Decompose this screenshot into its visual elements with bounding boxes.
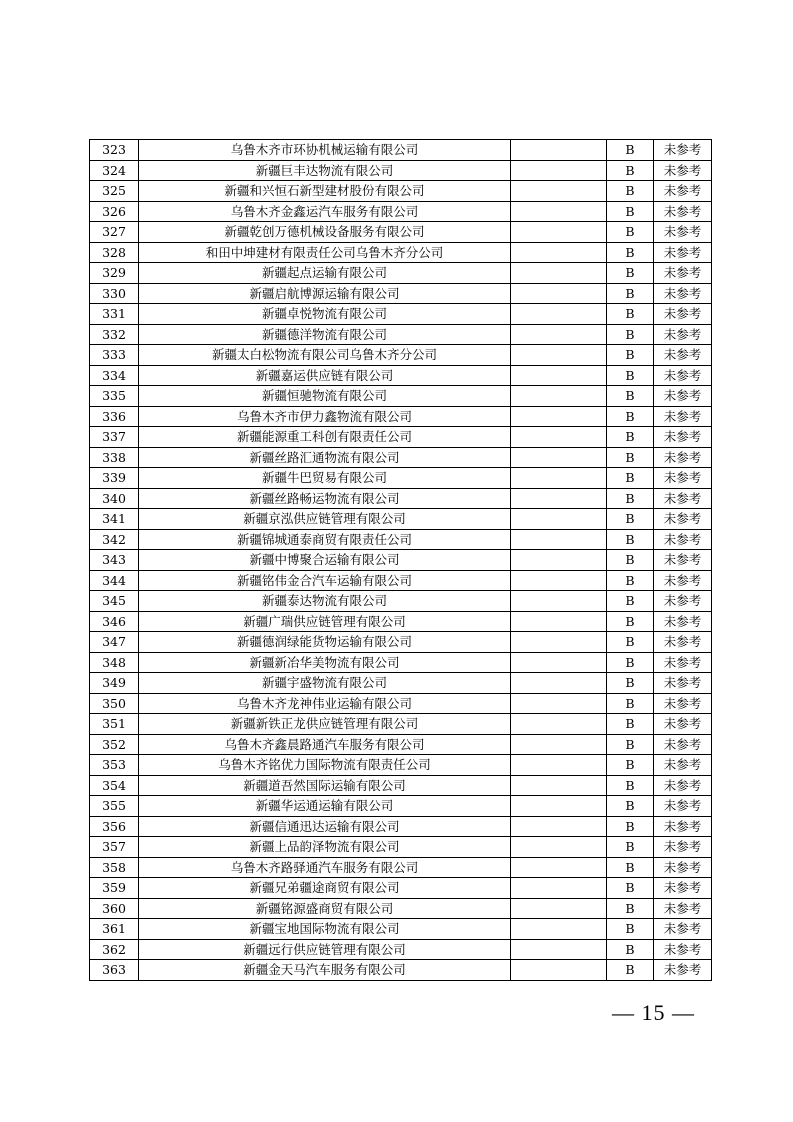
blank-cell	[511, 693, 607, 714]
blank-cell	[511, 857, 607, 878]
company-name: 新疆巨丰达物流有限公司	[139, 160, 511, 181]
company-name: 新疆锦城通泰商贸有限责任公司	[139, 529, 511, 550]
blank-cell	[511, 837, 607, 858]
status-cell: 未参考	[654, 570, 712, 591]
grade-cell: B	[607, 960, 654, 981]
blank-cell	[511, 283, 607, 304]
blank-cell	[511, 427, 607, 448]
table-row	[90, 652, 712, 673]
company-name: 新疆启航博源运输有限公司	[139, 283, 511, 304]
blank-cell	[511, 406, 607, 427]
status-cell: 未参考	[654, 283, 712, 304]
status-cell: 未参考	[654, 878, 712, 899]
table-row	[90, 365, 712, 386]
table-row	[90, 468, 712, 489]
company-name: 新疆华运通运输有限公司	[139, 796, 511, 817]
status-cell: 未参考	[654, 406, 712, 427]
status-cell: 未参考	[654, 837, 712, 858]
grade-cell: B	[607, 160, 654, 181]
grade-cell: B	[607, 222, 654, 243]
blank-cell	[511, 488, 607, 509]
status-cell: 未参考	[654, 816, 712, 837]
status-cell: 未参考	[654, 611, 712, 632]
status-cell: 未参考	[654, 304, 712, 325]
company-name: 新疆铭伟金合汽车运输有限公司	[139, 570, 511, 591]
company-name: 新疆乾创万德机械设备服务有限公司	[139, 222, 511, 243]
row-number: 342	[90, 529, 139, 550]
table-row	[90, 591, 712, 612]
grade-cell: B	[607, 693, 654, 714]
grade-cell: B	[607, 529, 654, 550]
blank-cell	[511, 447, 607, 468]
grade-cell: B	[607, 632, 654, 653]
blank-cell	[511, 324, 607, 345]
row-number: 344	[90, 570, 139, 591]
row-number: 326	[90, 201, 139, 222]
table-row	[90, 673, 712, 694]
row-number: 345	[90, 591, 139, 612]
grade-cell: B	[607, 570, 654, 591]
grade-cell: B	[607, 857, 654, 878]
table-row	[90, 816, 712, 837]
grade-cell: B	[607, 796, 654, 817]
blank-cell	[511, 468, 607, 489]
table-row	[90, 509, 712, 530]
blank-cell	[511, 591, 607, 612]
table-row	[90, 386, 712, 407]
company-name: 新疆宝地国际物流有限公司	[139, 919, 511, 940]
grade-cell: B	[607, 816, 654, 837]
grade-cell: B	[607, 242, 654, 263]
blank-cell	[511, 816, 607, 837]
row-number: 333	[90, 345, 139, 366]
table-row	[90, 734, 712, 755]
grade-cell: B	[607, 898, 654, 919]
grade-cell: B	[607, 386, 654, 407]
row-number: 335	[90, 386, 139, 407]
blank-cell	[511, 242, 607, 263]
grade-cell: B	[607, 324, 654, 345]
status-cell: 未参考	[654, 857, 712, 878]
row-number: 363	[90, 960, 139, 981]
grade-cell: B	[607, 488, 654, 509]
company-name: 新疆和兴恒石新型建材股份有限公司	[139, 181, 511, 202]
status-cell: 未参考	[654, 242, 712, 263]
grade-cell: B	[607, 775, 654, 796]
table-row	[90, 898, 712, 919]
row-number: 355	[90, 796, 139, 817]
row-number: 329	[90, 263, 139, 284]
grade-cell: B	[607, 140, 654, 161]
row-number: 332	[90, 324, 139, 345]
status-cell: 未参考	[654, 550, 712, 571]
status-cell: 未参考	[654, 447, 712, 468]
table-row	[90, 570, 712, 591]
row-number: 323	[90, 140, 139, 161]
blank-cell	[511, 365, 607, 386]
status-cell: 未参考	[654, 488, 712, 509]
grade-cell: B	[607, 939, 654, 960]
status-cell: 未参考	[654, 345, 712, 366]
company-name: 新疆丝路汇通物流有限公司	[139, 447, 511, 468]
status-cell: 未参考	[654, 140, 712, 161]
table-row	[90, 714, 712, 735]
blank-cell	[511, 734, 607, 755]
company-name: 新疆广瑞供应链管理有限公司	[139, 611, 511, 632]
row-number: 357	[90, 837, 139, 858]
company-table	[89, 139, 712, 981]
blank-cell	[511, 222, 607, 243]
grade-cell: B	[607, 837, 654, 858]
grade-cell: B	[607, 714, 654, 735]
company-name: 新疆新铁正龙供应链管理有限公司	[139, 714, 511, 735]
row-number: 328	[90, 242, 139, 263]
company-name: 新疆金天马汽车服务有限公司	[139, 960, 511, 981]
company-name: 新疆起点运输有限公司	[139, 263, 511, 284]
row-number: 325	[90, 181, 139, 202]
company-name: 新疆太白松物流有限公司乌鲁木齐分公司	[139, 345, 511, 366]
status-cell: 未参考	[654, 365, 712, 386]
row-number: 360	[90, 898, 139, 919]
blank-cell	[511, 386, 607, 407]
company-name: 新疆牛巴贸易有限公司	[139, 468, 511, 489]
company-name: 乌鲁木齐龙神伟业运输有限公司	[139, 693, 511, 714]
grade-cell: B	[607, 201, 654, 222]
row-number: 339	[90, 468, 139, 489]
table-row	[90, 960, 712, 981]
grade-cell: B	[607, 283, 654, 304]
table-row	[90, 939, 712, 960]
grade-cell: B	[607, 468, 654, 489]
company-name: 新疆道吾然国际运输有限公司	[139, 775, 511, 796]
company-name: 乌鲁木齐金鑫运汽车服务有限公司	[139, 201, 511, 222]
status-cell: 未参考	[654, 324, 712, 345]
status-cell: 未参考	[654, 939, 712, 960]
grade-cell: B	[607, 755, 654, 776]
row-number: 350	[90, 693, 139, 714]
status-cell: 未参考	[654, 427, 712, 448]
row-number: 348	[90, 652, 139, 673]
grade-cell: B	[607, 509, 654, 530]
company-name: 和田中坤建材有限责任公司乌鲁木齐分公司	[139, 242, 511, 263]
table-row	[90, 693, 712, 714]
row-number: 324	[90, 160, 139, 181]
status-cell: 未参考	[654, 160, 712, 181]
blank-cell	[511, 939, 607, 960]
grade-cell: B	[607, 365, 654, 386]
grade-cell: B	[607, 550, 654, 571]
table-row	[90, 201, 712, 222]
status-cell: 未参考	[654, 796, 712, 817]
row-number: 358	[90, 857, 139, 878]
table-row	[90, 796, 712, 817]
status-cell: 未参考	[654, 222, 712, 243]
blank-cell	[511, 160, 607, 181]
row-number: 338	[90, 447, 139, 468]
status-cell: 未参考	[654, 775, 712, 796]
status-cell: 未参考	[654, 591, 712, 612]
company-name: 乌鲁木齐市伊力鑫物流有限公司	[139, 406, 511, 427]
table-row	[90, 529, 712, 550]
table-body	[90, 140, 712, 981]
blank-cell	[511, 960, 607, 981]
row-number: 334	[90, 365, 139, 386]
blank-cell	[511, 345, 607, 366]
company-name: 新疆德润绿能货物运输有限公司	[139, 632, 511, 653]
blank-cell	[511, 509, 607, 530]
blank-cell	[511, 263, 607, 284]
status-cell: 未参考	[654, 263, 712, 284]
blank-cell	[511, 632, 607, 653]
row-number: 354	[90, 775, 139, 796]
status-cell: 未参考	[654, 898, 712, 919]
row-number: 330	[90, 283, 139, 304]
table-row	[90, 447, 712, 468]
company-name: 乌鲁木齐市环协机械运输有限公司	[139, 140, 511, 161]
company-name: 新疆铭源盛商贸有限公司	[139, 898, 511, 919]
table-row	[90, 919, 712, 940]
status-cell: 未参考	[654, 652, 712, 673]
grade-cell: B	[607, 673, 654, 694]
company-name: 新疆中博聚合运输有限公司	[139, 550, 511, 571]
blank-cell	[511, 304, 607, 325]
status-cell: 未参考	[654, 960, 712, 981]
row-number: 331	[90, 304, 139, 325]
status-cell: 未参考	[654, 632, 712, 653]
company-name: 新疆兄弟疆途商贸有限公司	[139, 878, 511, 899]
blank-cell	[511, 775, 607, 796]
row-number: 340	[90, 488, 139, 509]
row-number: 336	[90, 406, 139, 427]
blank-cell	[511, 181, 607, 202]
company-name: 新疆嘉运供应链有限公司	[139, 365, 511, 386]
company-name: 新疆卓悦物流有限公司	[139, 304, 511, 325]
status-cell: 未参考	[654, 714, 712, 735]
blank-cell	[511, 550, 607, 571]
grade-cell: B	[607, 406, 654, 427]
blank-cell	[511, 652, 607, 673]
grade-cell: B	[607, 181, 654, 202]
status-cell: 未参考	[654, 673, 712, 694]
status-cell: 未参考	[654, 755, 712, 776]
status-cell: 未参考	[654, 509, 712, 530]
grade-cell: B	[607, 652, 654, 673]
table-row	[90, 160, 712, 181]
company-name: 新疆宇盛物流有限公司	[139, 673, 511, 694]
table-row	[90, 755, 712, 776]
status-cell: 未参考	[654, 201, 712, 222]
row-number: 362	[90, 939, 139, 960]
table-row	[90, 324, 712, 345]
status-cell: 未参考	[654, 529, 712, 550]
blank-cell	[511, 201, 607, 222]
blank-cell	[511, 714, 607, 735]
company-name: 乌鲁木齐铭优力国际物流有限责任公司	[139, 755, 511, 776]
row-number: 359	[90, 878, 139, 899]
company-name: 乌鲁木齐鑫晨路通汽车服务有限公司	[139, 734, 511, 755]
company-name: 新疆信通迅达运输有限公司	[139, 816, 511, 837]
table-row	[90, 488, 712, 509]
table-row	[90, 857, 712, 878]
blank-cell	[511, 755, 607, 776]
row-number: 337	[90, 427, 139, 448]
blank-cell	[511, 673, 607, 694]
status-cell: 未参考	[654, 181, 712, 202]
row-number: 361	[90, 919, 139, 940]
row-number: 341	[90, 509, 139, 530]
grade-cell: B	[607, 263, 654, 284]
blank-cell	[511, 570, 607, 591]
table-row	[90, 140, 712, 161]
status-cell: 未参考	[654, 468, 712, 489]
table-row	[90, 611, 712, 632]
grade-cell: B	[607, 878, 654, 899]
row-number: 353	[90, 755, 139, 776]
row-number: 346	[90, 611, 139, 632]
status-cell: 未参考	[654, 386, 712, 407]
table-row	[90, 550, 712, 571]
blank-cell	[511, 919, 607, 940]
table-row	[90, 878, 712, 899]
row-number: 327	[90, 222, 139, 243]
blank-cell	[511, 796, 607, 817]
blank-cell	[511, 529, 607, 550]
grade-cell: B	[607, 734, 654, 755]
table-row	[90, 345, 712, 366]
table-row	[90, 427, 712, 448]
company-name: 新疆泰达物流有限公司	[139, 591, 511, 612]
grade-cell: B	[607, 591, 654, 612]
grade-cell: B	[607, 611, 654, 632]
table-row	[90, 837, 712, 858]
company-name: 新疆恒驰物流有限公司	[139, 386, 511, 407]
blank-cell	[511, 611, 607, 632]
company-name: 新疆能源重工科创有限责任公司	[139, 427, 511, 448]
blank-cell	[511, 140, 607, 161]
table-row	[90, 304, 712, 325]
row-number: 343	[90, 550, 139, 571]
status-cell: 未参考	[654, 693, 712, 714]
grade-cell: B	[607, 447, 654, 468]
table-row	[90, 406, 712, 427]
status-cell: 未参考	[654, 734, 712, 755]
table-row	[90, 263, 712, 284]
row-number: 347	[90, 632, 139, 653]
company-name: 新疆丝路畅运物流有限公司	[139, 488, 511, 509]
table-row	[90, 775, 712, 796]
row-number: 352	[90, 734, 139, 755]
table-row	[90, 181, 712, 202]
grade-cell: B	[607, 427, 654, 448]
row-number: 351	[90, 714, 139, 735]
company-name: 新疆远行供应链管理有限公司	[139, 939, 511, 960]
table-row	[90, 283, 712, 304]
row-number: 356	[90, 816, 139, 837]
grade-cell: B	[607, 345, 654, 366]
blank-cell	[511, 898, 607, 919]
table-row	[90, 242, 712, 263]
grade-cell: B	[607, 304, 654, 325]
company-name: 新疆新冶华美物流有限公司	[139, 652, 511, 673]
company-name: 新疆上品韵泽物流有限公司	[139, 837, 511, 858]
company-name: 新疆京泓供应链管理有限公司	[139, 509, 511, 530]
row-number: 349	[90, 673, 139, 694]
table-row	[90, 632, 712, 653]
company-name: 乌鲁木齐路驿通汽车服务有限公司	[139, 857, 511, 878]
table-row	[90, 222, 712, 243]
company-name: 新疆德洋物流有限公司	[139, 324, 511, 345]
page-number: — 15 —	[612, 1000, 695, 1025]
status-cell: 未参考	[654, 919, 712, 940]
grade-cell: B	[607, 919, 654, 940]
blank-cell	[511, 878, 607, 899]
